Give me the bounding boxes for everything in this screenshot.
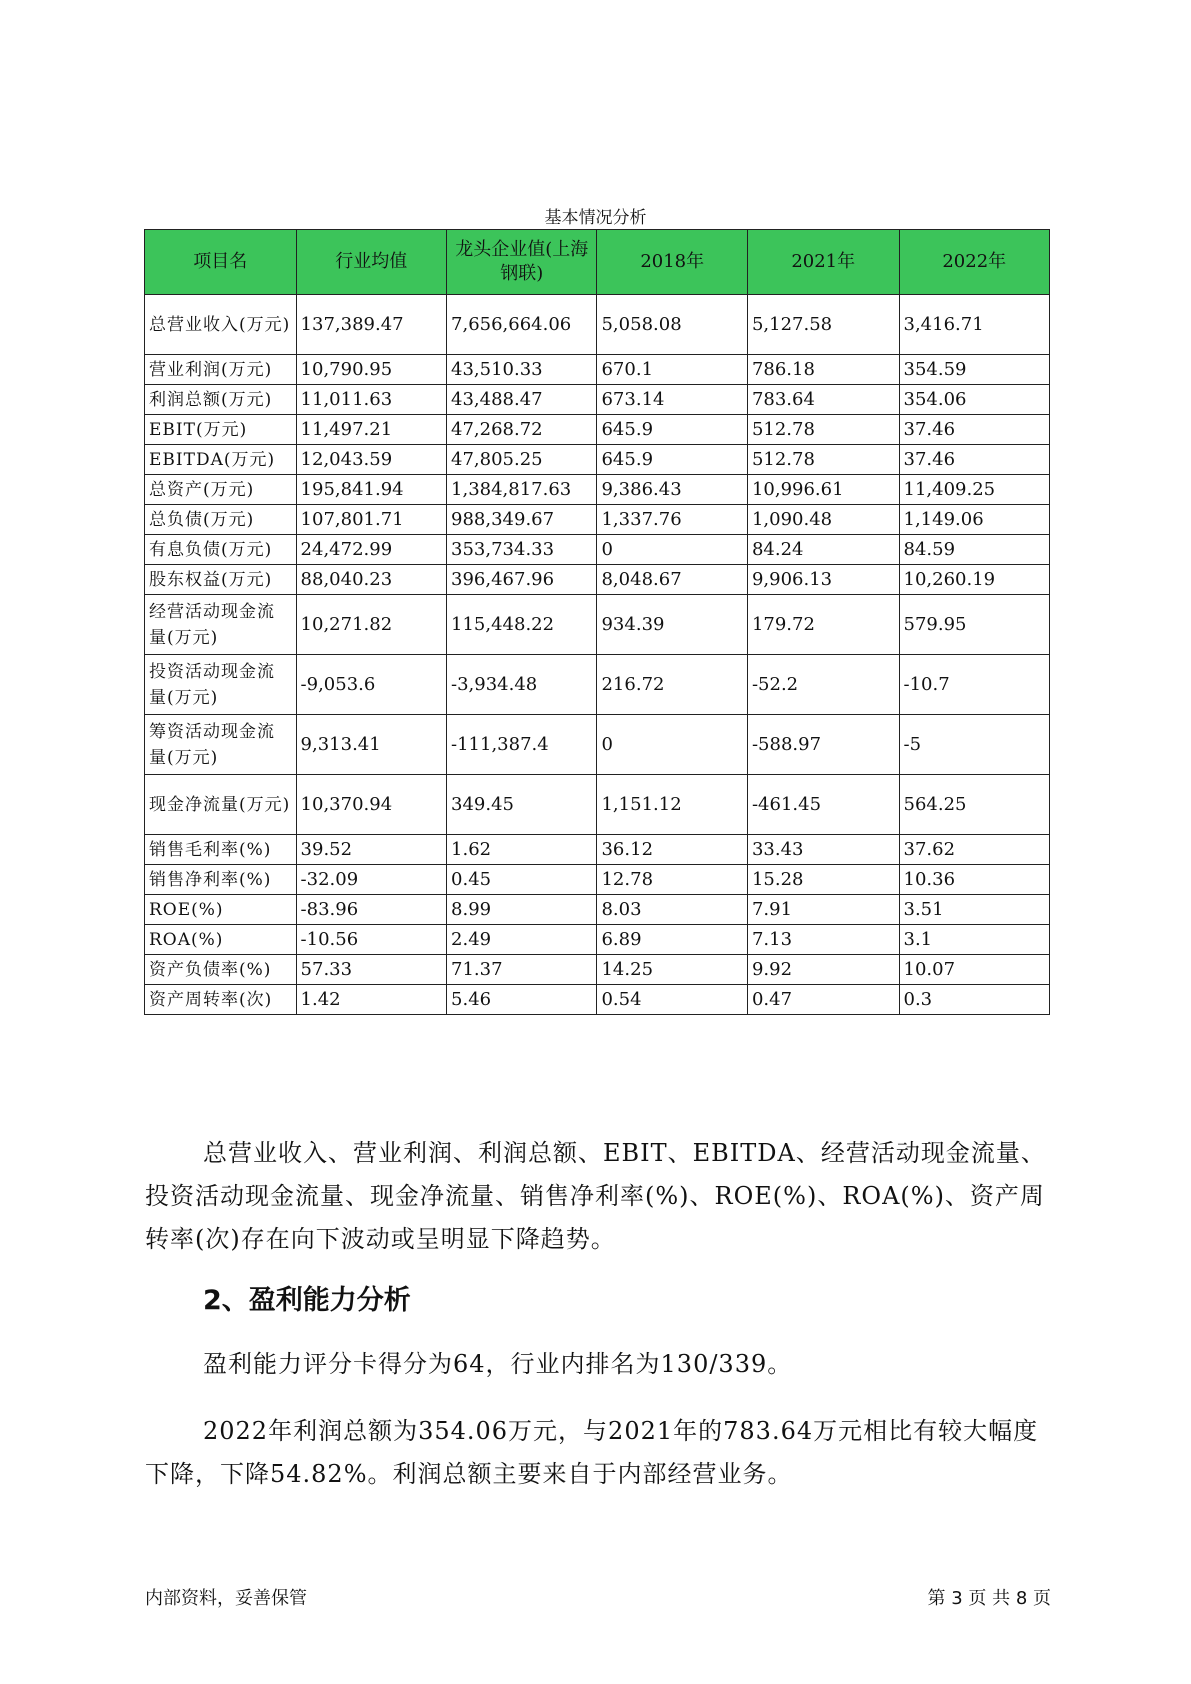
table-cell: 39.52 — [296, 835, 446, 865]
row-label-cell: 有息负债(万元) — [145, 535, 297, 565]
table-cell: 645.9 — [597, 445, 747, 475]
row-label-cell: 投资活动现金流量(万元) — [145, 655, 297, 715]
table-row — [145, 475, 1050, 505]
table-cell: 3.1 — [899, 925, 1050, 955]
table-cell: 15.28 — [747, 865, 899, 895]
table-cell: 10,996.61 — [747, 475, 899, 505]
row-label-cell: 总资产(万元) — [145, 475, 297, 505]
table-row — [145, 355, 1050, 385]
table-cell: 9.92 — [747, 955, 899, 985]
table-cell: 512.78 — [747, 415, 899, 445]
row-label-cell: 总营业收入(万元) — [145, 295, 297, 355]
table-cell: 7.91 — [747, 895, 899, 925]
table-cell: 11,497.21 — [296, 415, 446, 445]
table-cell: 5.46 — [447, 985, 597, 1015]
row-label-cell: 经营活动现金流量(万元) — [145, 595, 297, 655]
table-cell: 3.51 — [899, 895, 1050, 925]
table-cell: 579.95 — [899, 595, 1050, 655]
table-cell: 12.78 — [597, 865, 747, 895]
table-row — [145, 925, 1050, 955]
table-header-cell: 龙头企业值(上海钢联) — [447, 230, 597, 295]
table-cell: 9,313.41 — [296, 715, 446, 775]
table-cell: 24,472.99 — [296, 535, 446, 565]
table-cell: -10.56 — [296, 925, 446, 955]
table-cell: -10.7 — [899, 655, 1050, 715]
table-cell: 1.42 — [296, 985, 446, 1015]
page-number: 第 3 页 共 8 页 — [927, 1588, 1051, 1609]
table-cell: 36.12 — [597, 835, 747, 865]
table-cell: 43,510.33 — [447, 355, 597, 385]
table-header-cell: 2018年 — [597, 230, 747, 295]
table-cell: 0 — [597, 535, 747, 565]
table-cell: 0.3 — [899, 985, 1050, 1015]
table-cell: 645.9 — [597, 415, 747, 445]
table-cell: 1,149.06 — [899, 505, 1050, 535]
table-cell: 47,805.25 — [447, 445, 597, 475]
table-caption: 基本情况分析 — [544, 208, 647, 228]
table-cell: 564.25 — [899, 775, 1050, 835]
table-cell: 8.03 — [597, 895, 747, 925]
row-label-cell: ROA(%) — [145, 925, 297, 955]
table-row — [145, 985, 1050, 1015]
table-row — [145, 955, 1050, 985]
table-cell: 14.25 — [597, 955, 747, 985]
table-cell: 179.72 — [747, 595, 899, 655]
row-label-cell: EBIT(万元) — [145, 415, 297, 445]
table-row — [145, 505, 1050, 535]
table-cell: 786.18 — [747, 355, 899, 385]
table-row — [145, 865, 1050, 895]
table-cell: -588.97 — [747, 715, 899, 775]
table-row — [145, 565, 1050, 595]
table-row — [145, 445, 1050, 475]
table-cell: 195,841.94 — [296, 475, 446, 505]
table-cell: 43,488.47 — [447, 385, 597, 415]
table-cell: 9,906.13 — [747, 565, 899, 595]
table-row — [145, 415, 1050, 445]
financial-table — [144, 229, 1050, 1015]
row-label-cell: 销售净利率(%) — [145, 865, 297, 895]
table-cell: 988,349.67 — [447, 505, 597, 535]
table-header-cell: 2021年 — [747, 230, 899, 295]
table-cell: 3,416.71 — [899, 295, 1050, 355]
table-cell: 84.59 — [899, 535, 1050, 565]
table-cell: 11,409.25 — [899, 475, 1050, 505]
table-cell: 354.59 — [899, 355, 1050, 385]
table-cell: 1,337.76 — [597, 505, 747, 535]
table-cell: 7.13 — [747, 925, 899, 955]
table-cell: 670.1 — [597, 355, 747, 385]
table-row — [145, 835, 1050, 865]
table-body — [145, 295, 1050, 1015]
table-cell: 57.33 — [296, 955, 446, 985]
table-cell: 354.06 — [899, 385, 1050, 415]
table-cell: -83.96 — [296, 895, 446, 925]
table-cell: 353,734.33 — [447, 535, 597, 565]
table-cell: 11,011.63 — [296, 385, 446, 415]
section-heading: 2、盈利能力分析 — [203, 1285, 411, 1316]
table-cell: 0.47 — [747, 985, 899, 1015]
table-cell: 107,801.71 — [296, 505, 446, 535]
table-cell: 10,370.94 — [296, 775, 446, 835]
table-cell: 1,384,817.63 — [447, 475, 597, 505]
table-cell: 47,268.72 — [447, 415, 597, 445]
table-cell: 0.54 — [597, 985, 747, 1015]
table-cell: 5,127.58 — [747, 295, 899, 355]
table-cell: -9,053.6 — [296, 655, 446, 715]
row-label-cell: 销售毛利率(%) — [145, 835, 297, 865]
table-row — [145, 775, 1050, 835]
table-cell: 37.46 — [899, 415, 1050, 445]
row-label-cell: 营业利润(万元) — [145, 355, 297, 385]
table-cell: 7,656,664.06 — [447, 295, 597, 355]
table-cell: 8,048.67 — [597, 565, 747, 595]
table-cell: 10,260.19 — [899, 565, 1050, 595]
table-row — [145, 595, 1050, 655]
row-label-cell: 资产周转率(次) — [145, 985, 297, 1015]
profit-paragraph: 2022年利润总额为354.06万元，与2021年的783.64万元相比有较大幅度下降，下降54.82%。利润总额主要来自于内部经营业务。 — [145, 1417, 1039, 1488]
table-cell: 0 — [597, 715, 747, 775]
table-cell: 8.99 — [447, 895, 597, 925]
table-row — [145, 715, 1050, 775]
row-label-cell: ROE(%) — [145, 895, 297, 925]
footer-note: 内部资料，妥善保管 — [145, 1588, 307, 1609]
table-cell: -5 — [899, 715, 1050, 775]
table-row — [145, 655, 1050, 715]
table-cell: 9,386.43 — [597, 475, 747, 505]
table-cell: 1,090.48 — [747, 505, 899, 535]
table-row — [145, 295, 1050, 355]
table-cell: 5,058.08 — [597, 295, 747, 355]
table-cell: 934.39 — [597, 595, 747, 655]
table-cell: 12,043.59 — [296, 445, 446, 475]
table-cell: 0.45 — [447, 865, 597, 895]
table-cell: -32.09 — [296, 865, 446, 895]
table-cell: 1.62 — [447, 835, 597, 865]
row-label-cell: 股东权益(万元) — [145, 565, 297, 595]
table-cell: 1,151.12 — [597, 775, 747, 835]
table-cell: 10.07 — [899, 955, 1050, 985]
table-header-cell: 行业均值 — [296, 230, 446, 295]
row-label-cell: 现金净流量(万元) — [145, 775, 297, 835]
table-header-cell: 2022年 — [899, 230, 1050, 295]
table-cell: 783.64 — [747, 385, 899, 415]
table-cell: -111,387.4 — [447, 715, 597, 775]
table-cell: -3,934.48 — [447, 655, 597, 715]
table-cell: 88,040.23 — [296, 565, 446, 595]
table-cell: 349.45 — [447, 775, 597, 835]
score-paragraph: 盈利能力评分卡得分为64，行业内排名为130/339。 — [203, 1350, 793, 1378]
table-cell: 10,271.82 — [296, 595, 446, 655]
table-cell: 2.49 — [447, 925, 597, 955]
row-label-cell: 资产负债率(%) — [145, 955, 297, 985]
table-cell: 10,790.95 — [296, 355, 446, 385]
table-cell: 673.14 — [597, 385, 747, 415]
table-cell: 396,467.96 — [447, 565, 597, 595]
table-row — [145, 535, 1050, 565]
row-label-cell: 筹资活动现金流量(万元) — [145, 715, 297, 775]
table-cell: 512.78 — [747, 445, 899, 475]
table-cell: 216.72 — [597, 655, 747, 715]
table-header-cell: 项目名 — [145, 230, 297, 295]
table-row — [145, 385, 1050, 415]
table-row — [145, 895, 1050, 925]
row-label-cell: 总负债(万元) — [145, 505, 297, 535]
table-header-row — [145, 230, 1050, 295]
table-cell: 6.89 — [597, 925, 747, 955]
table-cell: 37.62 — [899, 835, 1050, 865]
table-cell: 84.24 — [747, 535, 899, 565]
table-cell: 71.37 — [447, 955, 597, 985]
summary-paragraph: 总营业收入、营业利润、利润总额、EBIT、EBITDA、经营活动现金流量、投资活动现金流量、现金净流量、销售净利率(%)、ROE(%)、ROA(%)、资产周转率(次)存在向下波动或呈明显下降趋势。 — [145, 1139, 1046, 1253]
table-cell: 115,448.22 — [447, 595, 597, 655]
row-label-cell: EBITDA(万元) — [145, 445, 297, 475]
table-cell: -52.2 — [747, 655, 899, 715]
table-cell: 33.43 — [747, 835, 899, 865]
table-cell: 37.46 — [899, 445, 1050, 475]
table-cell: -461.45 — [747, 775, 899, 835]
table-cell: 10.36 — [899, 865, 1050, 895]
row-label-cell: 利润总额(万元) — [145, 385, 297, 415]
table-cell: 137,389.47 — [296, 295, 446, 355]
